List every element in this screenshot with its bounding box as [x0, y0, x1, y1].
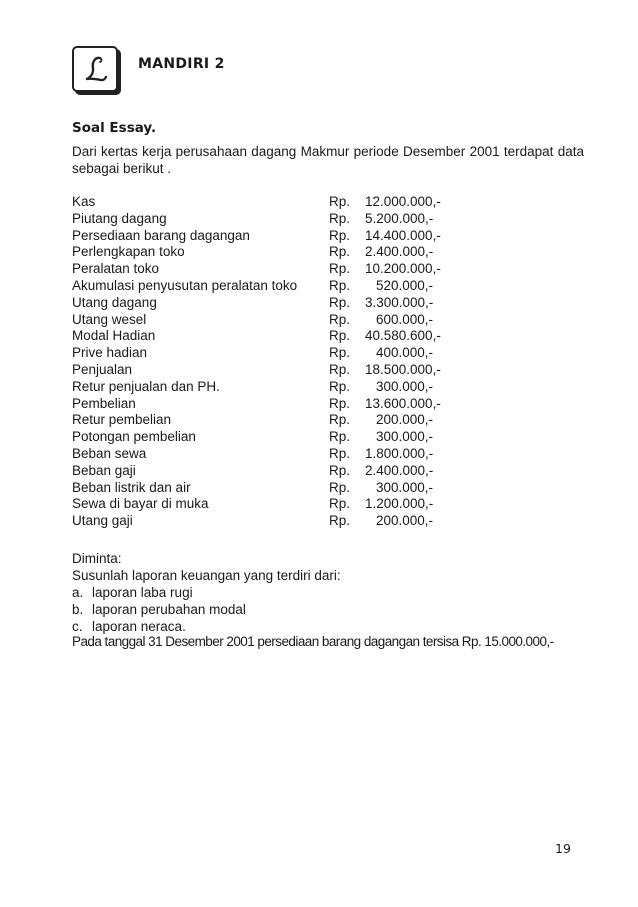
currency-label: Rp.	[329, 479, 351, 495]
account-name: Utang wesel	[72, 311, 147, 327]
account-amount: 18.500.000,-	[365, 361, 441, 377]
account-name: Perlengkapan toko	[72, 244, 185, 260]
account-amount: 400.000,-	[375, 345, 433, 361]
list-item	[72, 312, 492, 329]
task-item	[72, 601, 341, 618]
account-amount: 200.000,-	[375, 412, 433, 428]
list-item	[72, 379, 492, 396]
account-name: Prive hadian	[72, 345, 148, 361]
currency-label: Rp.	[329, 277, 351, 293]
account-name: Utang dagang	[72, 294, 157, 310]
currency-label: Rp.	[329, 496, 351, 512]
list-item	[72, 496, 492, 513]
list-item	[72, 412, 492, 429]
account-amount: 2.400.000,-	[365, 244, 434, 260]
account-amount: 520.000,-	[375, 277, 433, 293]
list-item	[72, 513, 492, 530]
task-letter: b.	[72, 602, 84, 617]
account-name: Akumulasi penyusutan peralatan toko	[72, 277, 298, 293]
list-item	[72, 211, 492, 228]
account-name: Modal Hadian	[72, 328, 156, 344]
account-name: Beban sewa	[72, 445, 147, 461]
list-item	[72, 328, 492, 345]
currency-label: Rp.	[329, 361, 351, 377]
account-amount: 300.000,-	[375, 378, 433, 394]
account-name: Beban gaji	[72, 462, 136, 478]
request-label: Diminta:	[72, 551, 122, 566]
list-item	[72, 244, 492, 261]
currency-label: Rp.	[329, 261, 351, 277]
account-name: Sewa di bayar di muka	[72, 496, 209, 512]
account-name: Peralatan toko	[72, 261, 160, 277]
task-item	[72, 584, 341, 601]
account-amount: 10.200.000,-	[365, 261, 441, 277]
account-name: Retur penjualan dan PH.	[72, 378, 220, 394]
list-item	[72, 261, 492, 278]
list-item	[72, 194, 492, 211]
account-amount: 40.580.600,-	[365, 328, 441, 344]
account-amount: 1.200.000,-	[365, 496, 434, 512]
list-item	[72, 446, 492, 463]
account-amount: 600.000,-	[375, 311, 433, 327]
account-amount: 14.400.000,-	[365, 227, 441, 243]
section-header	[72, 46, 225, 92]
account-amount: 5.200.000,-	[365, 210, 434, 226]
intro-paragraph: Dari kertas kerja perusahaan dagang Makmur periode Desember 2001 terdapat data sebagai berikut .	[72, 144, 584, 176]
account-name: Pembelian	[72, 395, 136, 411]
list-item	[72, 396, 492, 413]
currency-label: Rp.	[329, 244, 351, 260]
list-item	[72, 228, 492, 245]
currency-label: Rp.	[329, 412, 351, 428]
currency-label: Rp.	[329, 311, 351, 327]
task-letter: c.	[72, 619, 83, 634]
account-amount: 3.300.000,-	[365, 294, 434, 310]
account-name: Beban listrik dan air	[72, 479, 191, 495]
list-item	[72, 463, 492, 480]
list-item	[72, 429, 492, 446]
currency-label: Rp.	[329, 378, 351, 394]
account-amount: 2.400.000,-	[365, 462, 434, 478]
request-instruction: Susunlah laporan keuangan yang terdiri dari:	[72, 568, 341, 583]
currency-label: Rp.	[329, 194, 351, 209]
page-title: MANDIRI 2	[138, 56, 225, 72]
account-name: Utang gaji	[72, 513, 133, 529]
account-amount: 200.000,-	[375, 513, 433, 529]
currency-label: Rp.	[329, 345, 351, 361]
account-name: Retur pembelian	[72, 412, 172, 428]
account-amount: 13.600.000,-	[365, 395, 441, 411]
closing-note: Pada tanggal 31 Desember 2001 persediaan barang dagangan tersisa Rp. 15.000.000,-	[72, 634, 554, 649]
list-item	[72, 278, 492, 295]
section-title: Soal Essay.	[72, 120, 157, 136]
request-block	[72, 550, 341, 635]
currency-label: Rp.	[329, 395, 351, 411]
account-name: Piutang dagang	[72, 210, 167, 226]
page-number: 19	[555, 841, 571, 856]
list-item	[72, 480, 492, 497]
currency-label: Rp.	[329, 210, 351, 226]
task-text: laporan perubahan modal	[92, 602, 246, 617]
task-text: laporan laba rugi	[92, 585, 193, 600]
currency-label: Rp.	[329, 294, 351, 310]
currency-label: Rp.	[329, 328, 351, 344]
list-item	[72, 362, 492, 379]
currency-label: Rp.	[329, 462, 351, 478]
list-item	[72, 345, 492, 362]
account-name: Penjualan	[72, 361, 133, 377]
account-amount: 12.000.000,-	[365, 194, 441, 209]
account-amount: 300.000,-	[375, 479, 433, 495]
list-item	[72, 295, 492, 312]
task-letter: a.	[72, 585, 84, 600]
account-name: Potongan pembelian	[72, 429, 196, 445]
task-text: laporan neraca.	[92, 619, 186, 634]
currency-label: Rp.	[329, 429, 351, 445]
account-amount: 1.800.000,-	[365, 445, 434, 461]
account-name: Persediaan barang dagangan	[72, 227, 250, 243]
account-list	[72, 194, 492, 530]
currency-label: Rp.	[329, 513, 351, 529]
account-name: Kas	[72, 194, 96, 209]
currency-label: Rp.	[329, 445, 351, 461]
account-amount: 300.000,-	[375, 429, 433, 445]
currency-label: Rp.	[329, 227, 351, 243]
handwritten-letter-l-icon	[72, 46, 118, 92]
